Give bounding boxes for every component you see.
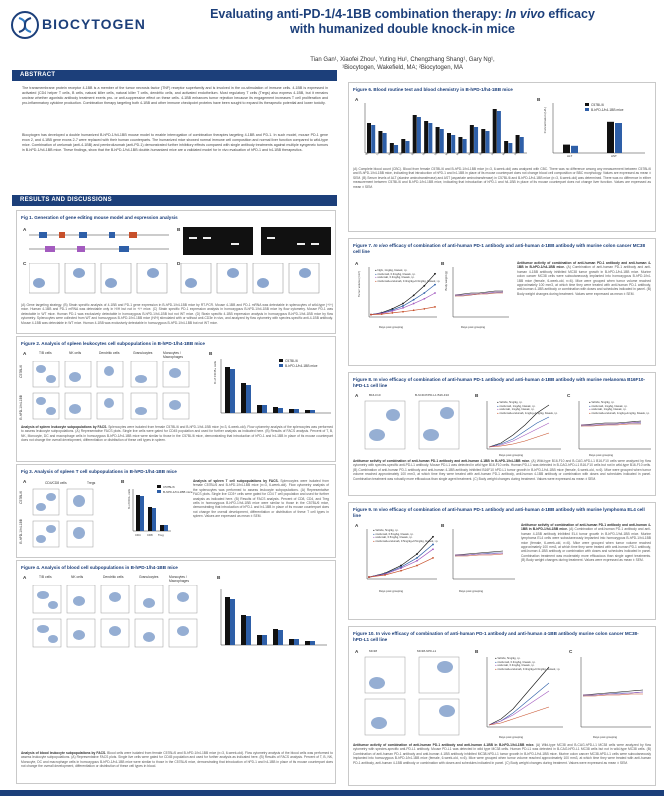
footer-bar [0,790,664,796]
figure-9-title: Figure 9. In vivo efficacy of combination of anti-human PD-1 antibody and anti-human 4-1BB antibody with murine lymphoma EL4 cell line [353,507,645,518]
bar-category: AST [611,154,617,158]
cbc-bar [417,117,421,153]
col-label: T/B cells [39,575,52,579]
data-point [391,312,393,314]
figure-8-caption: Antitumor activity of combination of anti-human PD-1 antibody and anti-human 4-1BB in B-hPD-1/h4-1BB mice. (A) Wild-type B16-F10 and B-CAG-hPD-L1 B16-F10 cells were analyzed by flow cytometry with species-specific anti-PD-L1 antibody. Mouse PD-L1 was detected in wild type B16-F10 cells. Human PD-L1 was detected in B-CAG-hPD-L1 B16-F10 cells but not in wild-type B16-F10 cells. (B) Combination of anti-human PD-1 antibody and anti-human 4-1BB antibody inhibited B16F10 hPD-L1 tumor growth in B-hPD-1/h4-1BB mice (female, 6-week-old, n=6). Mice were grouped when tumor volume reached approximately 100 mm3, at which time they were treated with anti-human PD-1 antibody, anti-human 4-1BB antibody or combination with doses and schedules indicated in panel. Combination treatment was robustly more efficacious than single agent treatment. (C) Body weight changes during treatment. Values were expressed as mean ± SEM. [353,459,651,481]
legend-item: ● nivolumab, 0.5mg/kg, biweek, i.p. [373,532,414,536]
figure-10-caption: Antitumor activity of combination of anti-human PD-1 antibody and anti-human 4-1BB in B-hPD-1/h4-1BB mice. (A) Wild-type MC38 and B-CAG-hPD-L1 MC38 cells were analyzed by flow cytometry with species-specific anti-PD-L1 antibody. Mouse PD-L1 was detected in wild type MC38 cells. Human PD-L1 was detected in B-CAG-hPD-L1 MC38 cells but not in wild-type MC38 cells. (B) Combination of anti-human PD-1 antibody and anti-human 4-1BB antibody inhibited MC38-hPD-L1 tumor growth in B-hPD-1/h4-1BB mice. Murine colon cancer MC38-hPD-L1 cells were subcutaneously implanted into homozygous B-hPD-1/h4-1BB mice (female, 6-week-old, n=6). Mice were grouped when tumor volume reached approximately 100 mm3, at which time they were treated with anti-human PD-1 antibody, anti-human 4-1BB antibody or combination with doses and schedules indicated in panel. (C) Body weight changes during treatment. Values were expressed as mean ± SEM. [353,743,651,765]
bar-category: Treg [158,533,164,537]
data-point [416,560,418,562]
figure-6-title: Figure 6. Blood routine test and blood chemistry in B-hPD-1/h4-1BB mice [353,87,513,92]
authors: Tian Gan¹, Xiaofei Zhou¹, Yuting Hu¹, Chengzhang Shang¹, Gary Ng¹, ¹Biocytogen, Wakefield, MA; ²Biocytogen, MA [310,57,495,71]
legend-item: ● nivolumab+urelumab, 0.5mg/kg+0.5mg/kg, biweek, i.p. [373,539,439,543]
figure-7-panel [348,238,656,366]
facs-label: MC38-hPD-L1 [417,649,437,653]
legend-item: ● nivolumab, 1mg/kg, biweek, i.p. [497,404,536,408]
figure-1-panel [16,210,336,334]
figure-6-cbc-categories [365,148,535,164]
y-axis-label: Tumor volume (mm³) [357,271,361,298]
cbc-bar [440,129,444,153]
figure-10-bodyweight-chart [575,655,653,735]
panel-letter: C [567,393,571,398]
bar-category: PLT [490,151,496,157]
series-line [369,544,433,577]
cbc-bar [428,123,432,153]
cbc-bar [394,145,398,153]
legend-item: ● nivolumab+urelumab, 1mg/kg+1mg/kg, biweek, i.p. [497,411,558,415]
figure-7-legend [375,269,440,283]
biocytogen-logo [10,6,150,46]
figure-9-caption: Antitumor activity of combination of anti-human PD-1 antibody and anti-human 4-1BB in B-hPD-1/h4-1BB mice. (A) Combination of anti-human PD-1 antibody and anti-human 4-1BB antibody inhibited EL4 tumor growth in B-hPD-1/h4-1BB mice. Murine lymphoma EL4 cells were subcutaneously implanted into homozygous B-hPD-1/h4-1BB mice (female, 6-week-old, n=6). Mice were grouped when tumor volume reached approximately 100 mm3, at which time they were treated with anti-human PD-1 antibody, anti-human 4-1BB antibody or combination with doses and schedules indicated in panel. Combination treatment was moderately more efficacious than single agent treatments. (B) Body weight changes during treatment. Values were expressed as mean ± SEM. [521,523,651,563]
figure-7-bodyweight-chart [447,265,511,325]
figure-10-legend [495,657,560,671]
cbc-bar [367,123,371,153]
legend-item: ● Vehicle, 5mg/kg, i.p. [589,401,615,404]
figure-8-legend [497,401,558,415]
x-axis-label: Days post grouping [589,453,614,457]
data-point [416,557,418,559]
bar-category: PDW [513,150,520,157]
liver-bar [563,145,570,153]
col-label: Granulocytes [133,351,153,355]
bar-category: HCT [433,150,440,157]
legend-item: ● urelumab, 0.5mg/kg, biweek, i.p. [373,536,413,540]
figure-3-panel [16,464,336,558]
legend-item: ● nivolumab+urelumab, 1mg/kg+1mg/kg, biweek, i.p. [589,411,650,415]
data-point [423,308,425,310]
gate-label: Tregs [87,481,96,485]
col-label: Dendritic cells [103,575,124,579]
data-point [400,567,402,569]
figure-8-bw-legend [589,401,650,415]
bar-category: CD8 [147,533,153,537]
facs-label: B16-F10 [369,393,381,397]
legend-item: ● urelumab, 1mg/kg, biweek, i.p. [589,408,627,412]
figure-2-legend [279,359,317,369]
bar-category: HGB [422,150,428,157]
col-label: T/B cells [39,351,52,355]
panel-letter: A [23,575,27,580]
abstract-header: ABSTRACT [12,70,337,81]
bar-category: ALT [567,154,573,158]
figure-4-panel [16,560,336,784]
abstract-paragraph-1: The transmembrane protein receptor 4-1BB is a member of the tumor necrosis factor (TNF) receptor superfamily and is involved in the co-stimulation of immune cells. 4-1BB is expressed in activated (CD4 helper T cells, B cells, natural killer cells, natural killer T cells, dendritic cells, and activated endothelium. Most regulatory T cells (Tregs) also express 4-1BB, but it remains unclear whether agonistic antibody treatment exerts pro- or anti-suppressive effect on these cells. 4-1BB enhances tumor rejection because its engagement increases T cell proliferation and pro-inflammatory cytokine production. Combination therapy targeting both 4-1BB and other immune checkpoint proteins have been sought to expand its therapeutic potential and lower toxicity. [22,86,328,105]
row-label: C57BL/6 [19,365,23,378]
legend-item: B-hPD-1/h4-1BB mice [585,108,623,113]
panel-letter: B [121,479,125,484]
data-point [434,306,436,308]
cbc-bar [474,127,478,153]
data-point [423,292,425,294]
figure-6-legend [585,103,623,113]
figure-2-facs-grid [31,361,201,421]
poster-header [0,0,664,56]
y-axis-label: % of CD45+ cells [213,361,217,385]
data-point [413,295,415,297]
col-label: Monocytes / Macrophages [169,575,189,583]
data-point [416,553,418,555]
legend-item: ● urelumab, 0.3mg/kg, biweek, i.p. [375,276,415,280]
col-label: Dendritic cells [99,351,120,355]
figure-4-caption: Analysis of blood leukocyte subpopulations by FACS. Blood cells were isolated from female C57BL/6 and B-hPD-1/h4-1BB mice (n=3, 6-week-old). Flow cytometry analysis of the blood cells was performed to assess leukocyte subpopulations. (A) Representative FACS plots. Single live cells were gated for CD45 population and used for further analysis as indicated here. (B) Results of FACS analysis. Percent of T, B, NK, Monocyte, DC and macrophage cells in homozygous B-hPD-1/h4-1BB mice were similar to those in the C57BL/6 mice, demonstrating that introduction of hPD-1 and h4-1BB in place of its mouse counterpart does not change the overall development, differentiation or distribution of these cell types in blood. [21,751,333,769]
panel-letter: A [355,97,359,102]
data-point [402,303,404,305]
figure-3-bar-chart [129,487,173,537]
legend-item: ● nivolumab, 0.3mg/kg, biweek, i.p. [375,272,416,276]
bar-category: RBC [410,150,417,157]
figure-7-caption: Antitumor activity of combination of anti-human PD-1 antibody and anti-human 4-1BB in B-hPD-1/h4-1BB mice. (A) Combination of anti-human PD-1 antibody and anti-human 4-1BB antibody inhibited MC38 tumor growth in B-hPD-1/h4-1BB mice. Murine colon cancer MC38 cells were subcutaneously implanted into homozygous B-hPD-1/h4-1BB mice (female, 6-week-old, n=6). Mice were grouped when tumor volume reached approximately 100 mm3, at which time they were treated with anti-human PD-1 antibody, anti-human 4-1BB antibody or combination with doses and schedules indicated in panel. (B) Body weight changes during treatment. Values were expressed as mean ± SEM. [517,261,651,296]
data-point [400,570,402,572]
legend-item: ● Vehicle, 5mg/kg, i.p. [373,529,399,532]
data-point [413,309,415,311]
legend-item: ● Vehicle, 5mg/kg, i.p. [495,657,521,660]
series-line [369,549,433,577]
figure-2-panel [16,336,336,462]
bar-category: MCH [456,150,463,157]
cbc-bar [485,131,489,153]
panel-letter: A [23,227,27,232]
data-point [416,565,418,567]
bar-category: NEU [399,150,405,157]
panel-letter: A [23,351,27,356]
y-axis-label: Concentration (U/L) [543,107,547,134]
y-axis-label: % of CD3+ cells [127,489,131,509]
bar-category: CD4 [135,533,141,537]
legend-item: B-hPD-1/h4-1BB mice [279,364,317,369]
col-label: Monocytes / Macrophages [163,351,183,359]
figure-4-facs-and-bars [31,585,331,745]
figure-3-facs-grid [31,487,121,551]
panel-letter: B [475,649,479,654]
panel-letter: B [475,393,479,398]
panel-letter: B [441,523,445,528]
legend-item: ● urelumab, 1mg/kg, biweek, i.p. [497,408,535,412]
legend-item: ● Vehicle, 5mg/kg, i.p. [497,401,523,404]
data-point [368,576,370,578]
figure-3-legend [157,485,193,494]
bar-category: MPV [502,150,508,157]
row-label: B-hPD-1/h4-1BB [19,395,23,420]
figure-9-bodyweight-chart [447,527,517,587]
x-axis-label: Days post grouping [593,735,618,739]
poster-title: Evaluating anti-PD-1/4-1BB combination therapy: In vivo efficacy with humanized double knock-in mice [210,7,595,36]
data-point [423,285,425,287]
figure-10-panel [348,626,656,786]
x-axis-label: Days post grouping [499,453,524,457]
figure-10-facs [361,655,471,739]
col-label: NK cells [69,351,82,355]
figure-4-title: Figure 4. Analysis of blood cell subpopulations in B-hPD-1/h4-1BB mice [21,565,178,570]
cbc-bar [463,139,467,153]
gene-targeting-diagram [29,227,169,257]
legend-item: ● nivolumab, 0.3mg/kg, biweek, i.p. [495,660,536,664]
figure-2-title: Figure 2. Analysis of spleen leukocytes cell subpopulations in B-hPD-1/h4-1BB mice [21,341,205,346]
legend-item: ● nivolumab, 1mg/kg, biweek, i.p. [589,404,628,408]
data-point [432,548,434,550]
data-point [434,292,436,294]
bar-category: LYM [376,150,382,157]
figure-9-legend [373,529,438,543]
data-point [432,557,434,559]
data-point [381,313,383,315]
logo-helix-icon [10,10,40,40]
cbc-bar [405,141,409,153]
figure-8-panel [348,372,656,496]
figure-1-caption: (A) Gene targeting strategy. (B) Strain specific analysis of 4-1BB and PD-1 gene expression in B-hPD-1/h4-1BB mice by RT-PCR. Mouse 4-1BB and PD-1 mRNA was detectable in splenocytes of wild-type (+/+) mice. Human 4-1BB and PD-1 mRNA was detectable only in H/H but not in +/+ mice. (C) Strain specific PD-1 expression analysis in homozygous B-hPD-1/h4-1BB mice by flow cytometry. Mouse PD-1 was detectable in WT mice. Human PD-1 was exclusively detectable in homozygous B-hPD-1/h4-1BB but not WT mice. (D) Strain specific 4-1BB expression analysis in homozygous B-hPD-1/h4-1BB mice by flow cytometry. Splenocytes were collected from WT and homozygous B-hPD-1/h4-1BB mice (H/H) stimulated with or without anti-CD3e in vivo, and analyzed by flow cytometry with species-specific anti-4-1BB antibody. Mouse 4-1BB was detectable in WT mice. Human 4-1BB was exclusively detectable in homozygous B-hPD-1/h4-1BB but not WT mice. [21,303,333,325]
cbc-bar [520,137,524,153]
panel-letter: D [177,261,181,266]
cbc-bar [436,127,440,153]
data-point [391,310,393,312]
series-line [371,285,435,315]
legend-item: C57BL/6 [279,359,317,364]
bar-category: MCV [445,150,451,157]
x-axis-label: Days post grouping [459,589,484,593]
panel-letter: A [23,479,27,484]
cbc-bar [424,121,428,153]
liver-bar [571,146,578,153]
liver-bar [615,123,622,153]
figure-10-title: Figure 10. In vivo efficacy of combination of anti-human PD-1 antibody and anti-human 4-1BB antibody murine colon cancer MC38-hPD-L1 cell line [353,631,639,642]
x-axis-label: Days post grouping [461,325,486,329]
legend-item: ● hIgG, 1mg/kg, biweek, i.p. [375,269,408,272]
panel-letter: B [209,351,213,356]
cbc-bar [413,115,417,153]
y-axis-label: Body weight (g) [444,271,448,291]
rt-pcr-gel [183,227,333,257]
data-point [432,544,434,546]
x-axis-label: Days post grouping [499,735,524,739]
figure-9-panel [348,502,656,620]
facs-label: MC38 [369,649,378,653]
data-point [413,303,415,305]
cbc-bar [383,133,387,153]
data-point [402,307,404,309]
data-point [400,565,402,567]
liver-bar [607,122,614,153]
data-point [434,284,436,286]
legend-item: ● urelumab, 0.3mg/kg, biweek, i.p. [495,664,535,668]
bar-category: WBC [365,150,372,157]
facs-label: B-hCD47/PD-L1 B16-F10 [415,393,450,397]
panel-letter: C [569,649,573,654]
panel-letter: C [23,261,27,266]
figure-6-panel [348,82,656,232]
bar-category: MCHC [467,148,476,157]
data-point [402,311,404,313]
figure-2-caption: Analysis of spleen leukocyte subpopulations by FACS. Splenocytes were isolated from female C57BL/6 and B-hPD-1/h4-1BB mice (n=3, 6-week-old). Flow cytometry analysis of the splenocytes was performed to assess leukocyte subpopulations. (A) Representative FACS plots. Single live cells were gated for CD45 population and used for further analysis as indicated here. (B) Results of FACS analysis. Percent of T, B, NK, Monocyte, DC and macrophage cells in homozygous B-hPD-1/h4-1BB mice were similar to those in the C57BL/6 mice, demonstrating that introduction of hPD-1 and h4-1BB in place of its mouse counterpart does not change the overall development, differentiation or distribution of these cell types in spleen. [21,425,334,443]
figure-8-facs [361,399,471,455]
panel-letter: B [537,97,541,102]
panel-letter: B [177,227,181,232]
legend-item: C57BL/6 [157,485,193,490]
data-point [384,574,386,576]
flow-cytometry-plots [29,263,329,299]
panel-letter: A [355,261,359,266]
figure-3-title: Fig 3. Analysis of spleen T cell subpopulations in B-hPD-1/h4-1BB mice [21,469,177,474]
cbc-bar [451,135,455,153]
col-label: NK cells [71,575,84,579]
legend-item: ● nivolumab+urelumab, 0.3mg/kg+0.3mg/kg, biweek, i.p. [495,667,561,671]
bar-category: RDW [479,149,486,157]
bar-category: MON [387,150,394,157]
abstract-paragraph-2: Biocytogen has developed a double humanized B-hPD-1/h4-1BB mouse model to enable interrogation of combination therapies targeting 4-1BB and PD-1. In such model, mouse PD-1 gene exon 2, and 4-1BB gene exons 2-7 were replaced with their human counterparts. The humanized mice showed normal immune cell composition and normal liver function compared to wild-type mice. Combination of urelumab (anti-4-1BB) and pembrolizumab (anti-PD-1) demonstrated further inhibitory effects compared with single antibody treatments against multiple syngeneic tumors in B-hPD-1/h4-1BB mice. These findings, show that the B-hPD-1/h4-1BB double-humanized mice are a validated model for in vivo evaluation of hPD-1 and h4-1BB therapeutics. [22,133,328,152]
row-label: C57BL/6 [19,491,23,504]
data-point [413,299,415,301]
figure-3-caption: Analysis of spleen T cell subpopulations by FACS. Splenocytes were isolated from female C57BL/6 and B-hPD-1/h4-1BB mice (n=3, 6-week-old). Flow cytometry analysis of the splenocytes was performed to assess leukocyte subpopulations. (A) Representative FACS plots. Single live CD3+ cells were gated for CD4 T cell population and used for further analysis as indicated here. (B) Results of FACS analysis. Percent of CD8, CD4, and Treg cells in homozygous B-hPD-1/h4-1BB mice were similar to those in the C57BL/6 mice, demonstrating that introduction of hPD-1 and h4-1BB in place of its mouse counterpart does not change the overall development, differentiation or distribution of these T cell types in spleen. Values are expressed as mean ± SEM. [193,479,330,519]
data-point [370,314,372,316]
figure-7-title: Figure 7. In vivo efficacy of combination of anti-human PD-1 antibody and anti-human 4-1BB antibody with murine colon cancer MC38 cell line [353,243,646,254]
gate-label: CD4/CD8 cells [45,481,67,485]
panel-letter: B [441,261,445,266]
figure-1-title: Fig 1. Generation of gene editing mouse model and expression analysis [21,215,178,220]
data-point [423,298,425,300]
panel-letter: B [217,575,221,580]
cbc-bar [493,109,497,153]
x-axis-label: Days post grouping [379,325,404,329]
legend-item: B-hPD-1/h4-1BB mice [157,490,193,495]
row-label: B-hPD-1/h4-1BB [19,519,23,544]
x-axis-label: Days post grouping [379,589,404,593]
panel-letter: A [355,649,359,654]
panel-letter: A [355,523,359,528]
logo-text: BIOCYTOGEN [42,16,146,32]
cbc-bar [371,125,375,153]
cbc-bar [508,143,512,153]
figure-6-caption: (A) Complete blood count (CBC). Blood from female C57BL/6 and B-hPD-1/h4-1BB mice (n=3, 6-week-old) was analyzed with CBC. There was no difference among any measurement between C57BL/6 and B-hPD-1/h4-1BB mice, indicating that introduction of hPD-1 and h4-1BB in place of its mouse counterpart does not change blood cell composition or BBC morphology. Values are expressed as mean ± SEM. (B) Serum levels of ALT (alanine aminotransferase) and AST (aspartate aminotransferase) in C57BL/6 and B-hPD-1/h4-1BB mice (n=3, 6-week-old) was determined. There was no difference in either measurement between C57BL/6 and B-hPD-1/h4-1BB mice, indicating that introduction of hPD-1 and h4-1BB in place of its mouse counterpart does not change liver function. Values are expressed as mean ± SEM. [353,167,651,189]
data-point [402,305,404,307]
cbc-bar [497,111,501,153]
results-header: RESULTS AND DISCUSSIONS [12,195,337,206]
legend-item: ● nivolumab+urelumab, 0.3mg/kg+0.3mg/kg, biweek, i.p. [375,279,441,283]
legend-item: C57BL/6 [585,103,623,108]
figure-8-title: Figure 8. In vivo efficacy of combination of anti-human PD-1 antibody and anti-human 4-1BB antibody with murine melanoma B16F10-hPD-L1 cell line [353,377,645,388]
panel-letter: A [355,393,359,398]
col-label: Granulocytes [139,575,159,579]
